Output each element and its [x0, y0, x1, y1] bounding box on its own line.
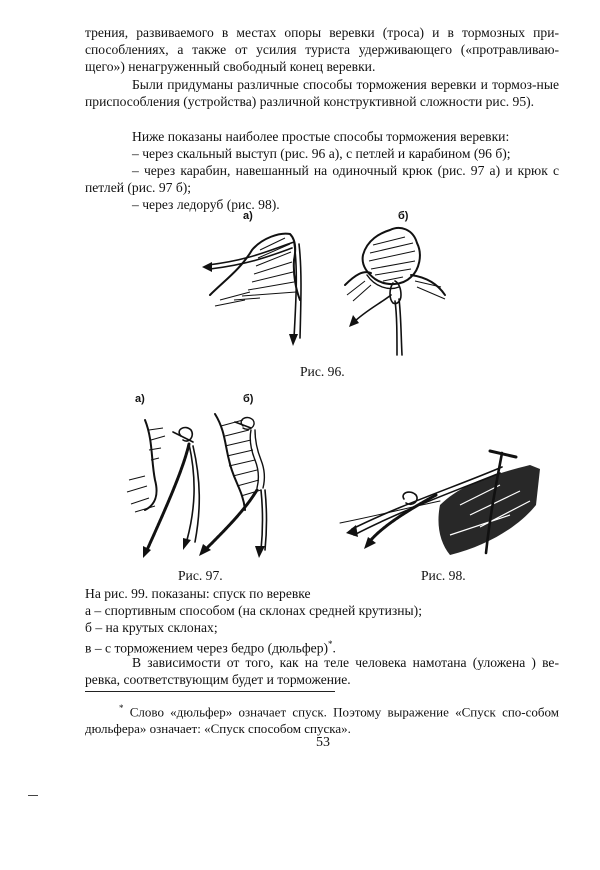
fig96b-loop-carabiner-illustration: [345, 215, 455, 365]
dulfer-text: в – с торможением через бедро (дюльфер): [85, 640, 329, 656]
paragraph-rope-wrapping: В зависимости от того, как на теле человека намотана (уложена ) ве-ревка, соответствующим будет и торможение.: [85, 655, 559, 688]
footnote-text: Слово «дюльфер» означает спуск. Поэтому выражение «Спуск спо-собом дюльфера» означает: «Спуск способом спуска».: [85, 704, 560, 737]
fig96-caption: Рис. 96.: [300, 364, 345, 379]
footnote-separator: [85, 691, 335, 692]
fig96a-rock-ledge-illustration: [190, 220, 330, 360]
paragraph-friction: трения, развиваемого в местах опоры веревки (троса) и в тормозных при-способлениях, а также от усилия туриста удерживающего («протравливаю-щего») ненагруженный свободный конец веревки.: [85, 25, 559, 75]
list-item-sport-method: а – спортивным способом (на склонах средней крутизны);: [85, 603, 422, 618]
fig97-piton-carabiner-illustration: [125, 400, 295, 570]
footnote: [85, 700, 559, 737]
page-number: 53: [316, 735, 330, 750]
fig97-label-a: а): [135, 393, 145, 405]
list-item-ice-axe: – через ледоруб (рис. 98).: [132, 197, 280, 212]
footnote-mark: *: [119, 703, 124, 713]
fig96-label-b: б): [398, 210, 409, 222]
fig98-caption: Рис. 98.: [421, 568, 466, 583]
paragraph-braking-devices: Были придуманы различные способы торможения веревки и тормоз-ные приспособления (устройства) различной конструктивной сложности рис. 95).: [85, 77, 559, 110]
list-item-carabiner: – через карабин, навешанный на одиночный крюк (рис. 97 а) и крюк с петлей (рис. 97 б);: [85, 163, 559, 196]
margin-mark: [28, 795, 38, 796]
footnote-reference: *: [328, 639, 333, 649]
fig96-label-a: а): [243, 210, 253, 222]
paragraph-descent-intro: На рис. 99. показаны: спуск по веревке: [85, 586, 311, 601]
list-item-steep-slopes: б – на крутых склонах;: [85, 620, 218, 635]
list-item-rock-ledge: – через скальный выступ (рис. 96 а), с петлей и карабином (96 б);: [132, 146, 511, 161]
dulfer-period: .: [332, 640, 336, 656]
paragraph-simple-methods: Ниже показаны наиболее простые способы торможения веревки:: [132, 129, 510, 144]
fig97-label-b: б): [243, 393, 254, 405]
fig98-ice-axe-illustration: [340, 445, 550, 565]
fig97-caption: Рис. 97.: [178, 568, 223, 583]
